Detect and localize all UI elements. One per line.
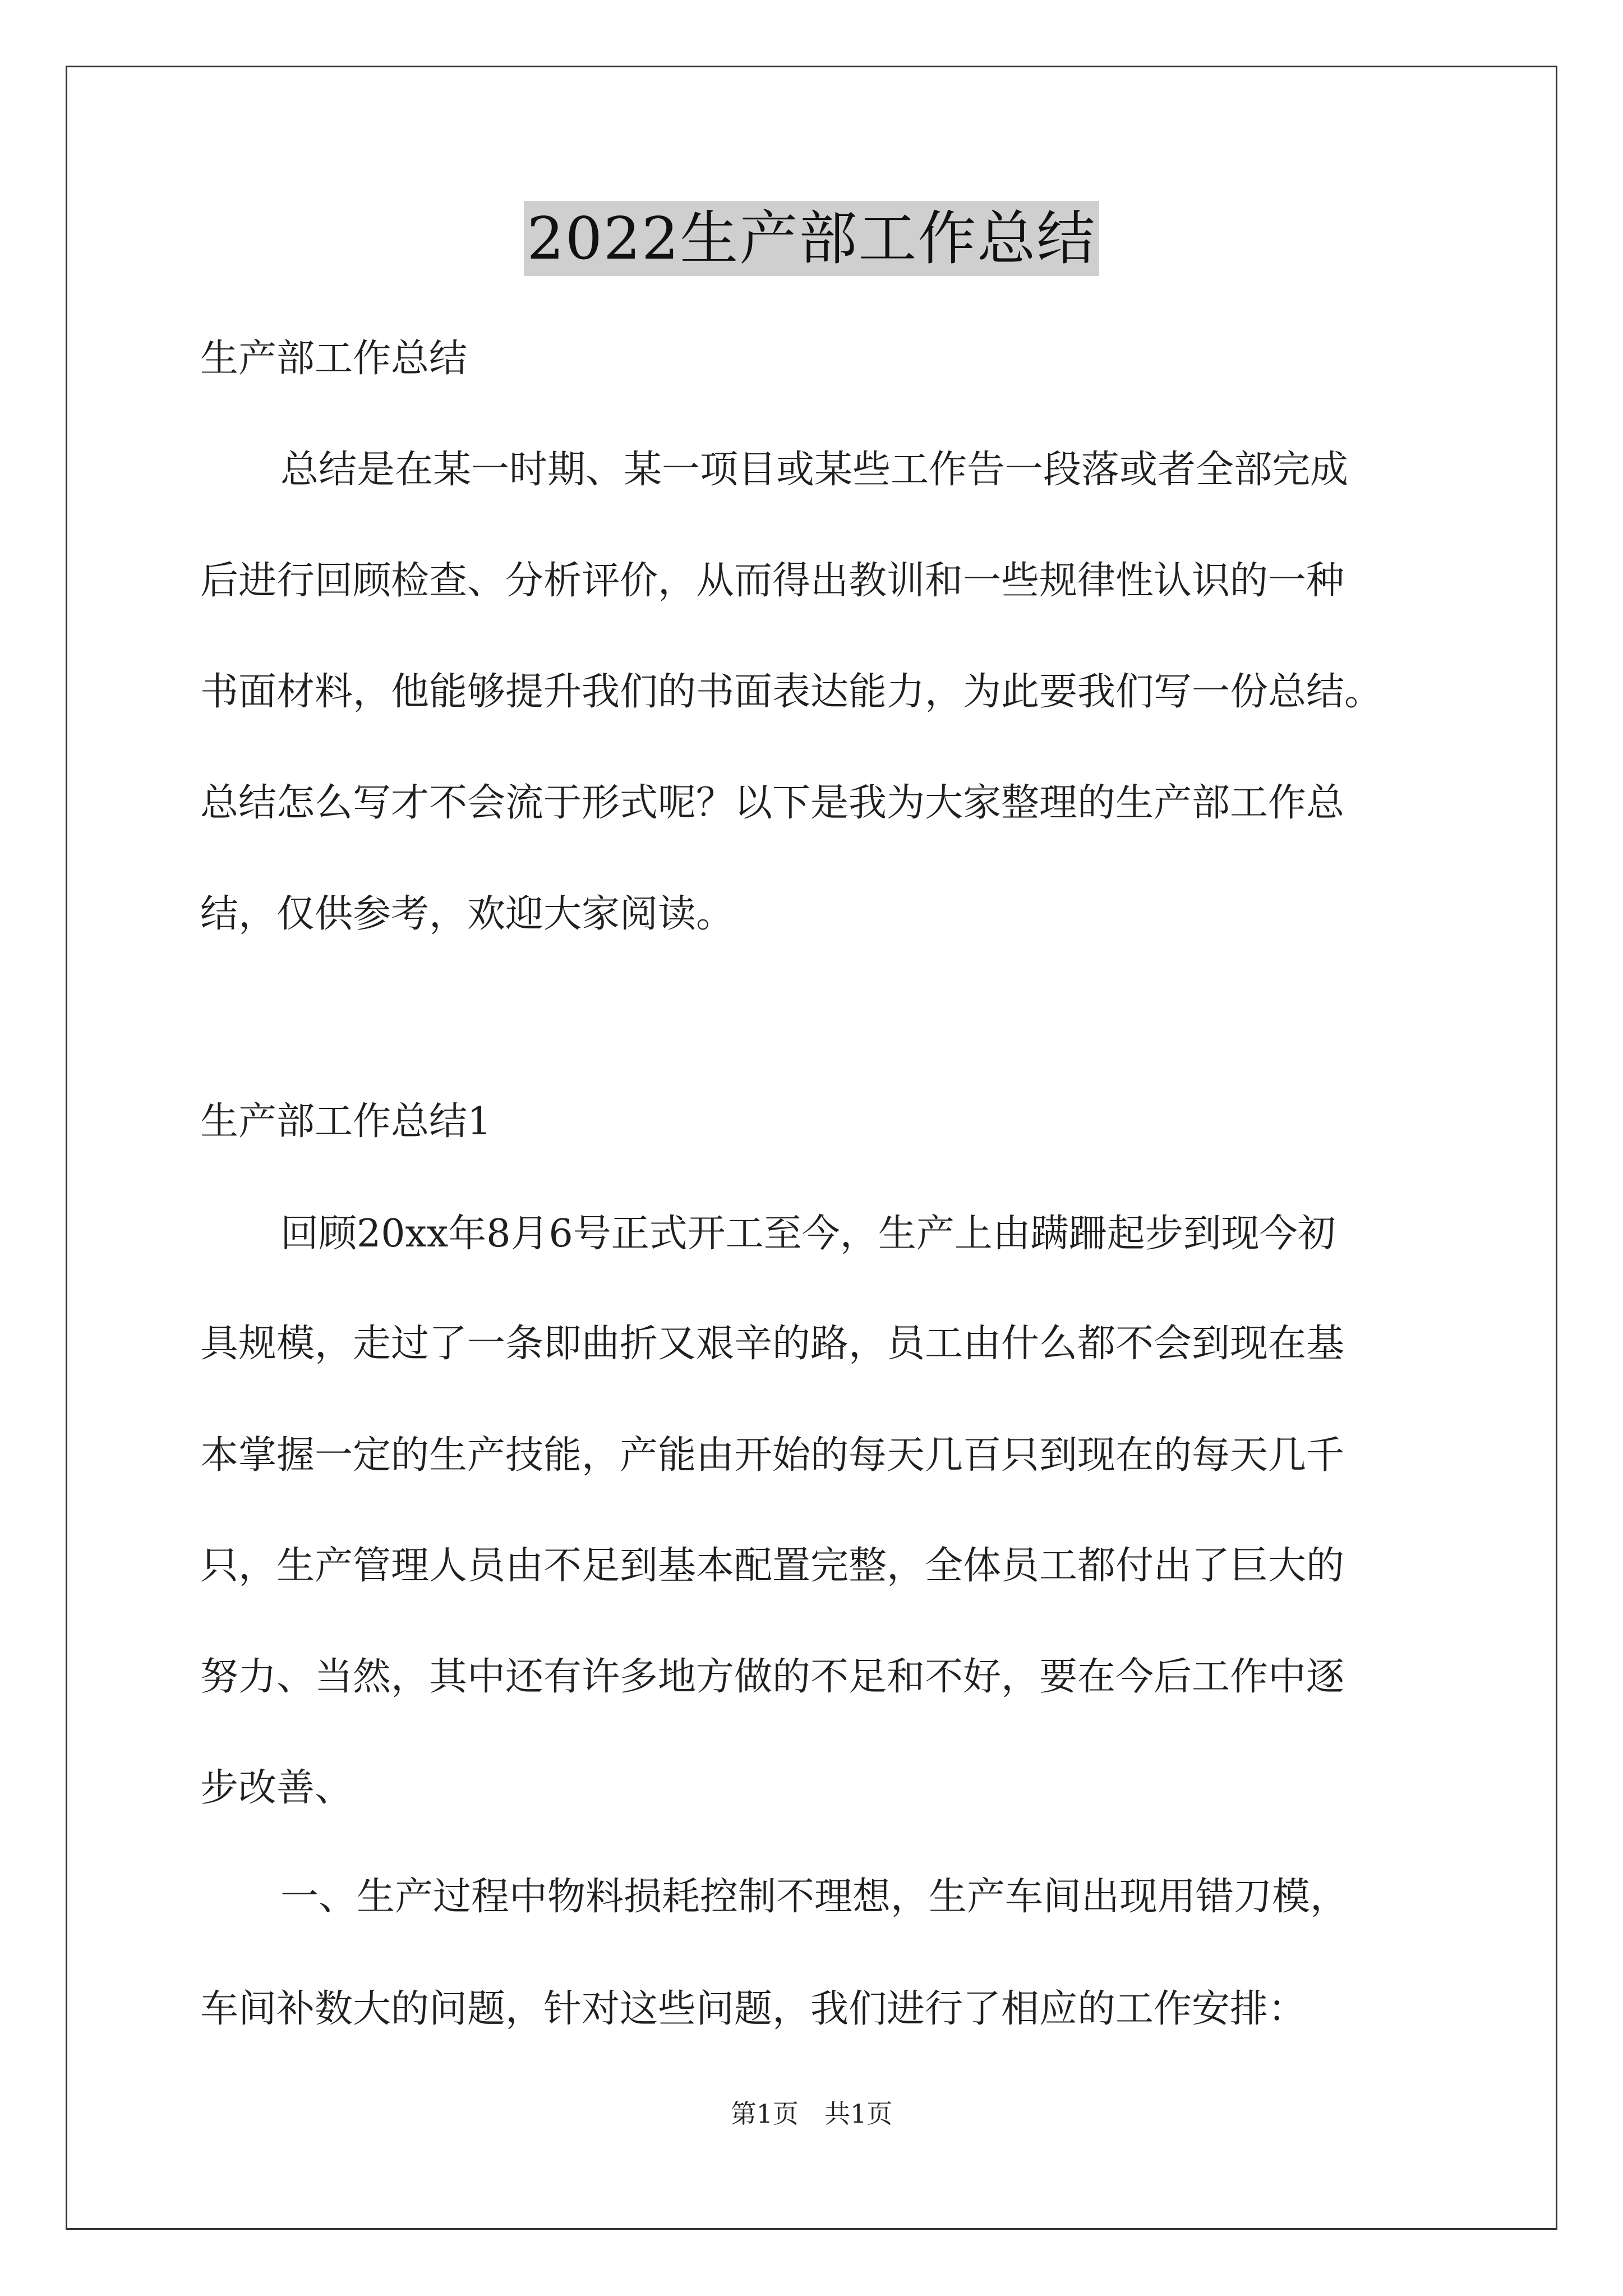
- paragraph-line: 总结怎么写才不会流于形式呢？以下是我为大家整理的生产部工作总: [200, 781, 1345, 825]
- paragraph-line: 一、生产过程中物料损耗控制不理想，生产车间出现用错刀模，: [280, 1875, 1349, 1919]
- paragraph-line: 只，生产管理人员由不足到基本配置完整，全体员工都付出了巨大的: [200, 1544, 1345, 1588]
- page-number-footer: 第1页 共1页: [730, 2099, 893, 2129]
- section-heading: 生产部工作总结1: [200, 1099, 492, 1144]
- paragraph-line: 步改善、: [200, 1766, 353, 1810]
- paragraph-line: 车间补数大的问题，针对这些问题，我们进行了相应的工作安排：: [200, 1987, 1307, 2031]
- paragraph-line: 结，仅供参考，欢迎大家阅读。: [200, 892, 735, 936]
- paragraph-line: 回顾20xx年8月6号正式开工至今，生产上由蹒跚起步到现今初: [280, 1212, 1336, 1256]
- document-title: 2022生产部工作总结: [524, 201, 1100, 276]
- paragraph-line: 本掌握一定的生产技能，产能由开始的每天几百只到现在的每天几千: [200, 1433, 1345, 1478]
- title-area: [0, 201, 1623, 276]
- paragraph-line: 努力、当然，其中还有许多地方做的不足和不好，要在今后工作中逐: [200, 1655, 1345, 1699]
- paragraph-line: 书面材料，他能够提升我们的书面表达能力，为此要我们写一份总结。: [200, 670, 1383, 714]
- section-heading: 生产部工作总结: [200, 337, 468, 381]
- paragraph-line: 后进行回顾检查、分析评价，从而得出教训和一些规律性认识的一种: [200, 559, 1345, 603]
- paragraph-line: 总结是在某一时期、某一项目或某些工作告一段落或者全部完成: [280, 448, 1349, 492]
- paragraph-line: 具规模，走过了一条即曲折又艰辛的路，员工由什么都不会到现在基: [200, 1322, 1345, 1366]
